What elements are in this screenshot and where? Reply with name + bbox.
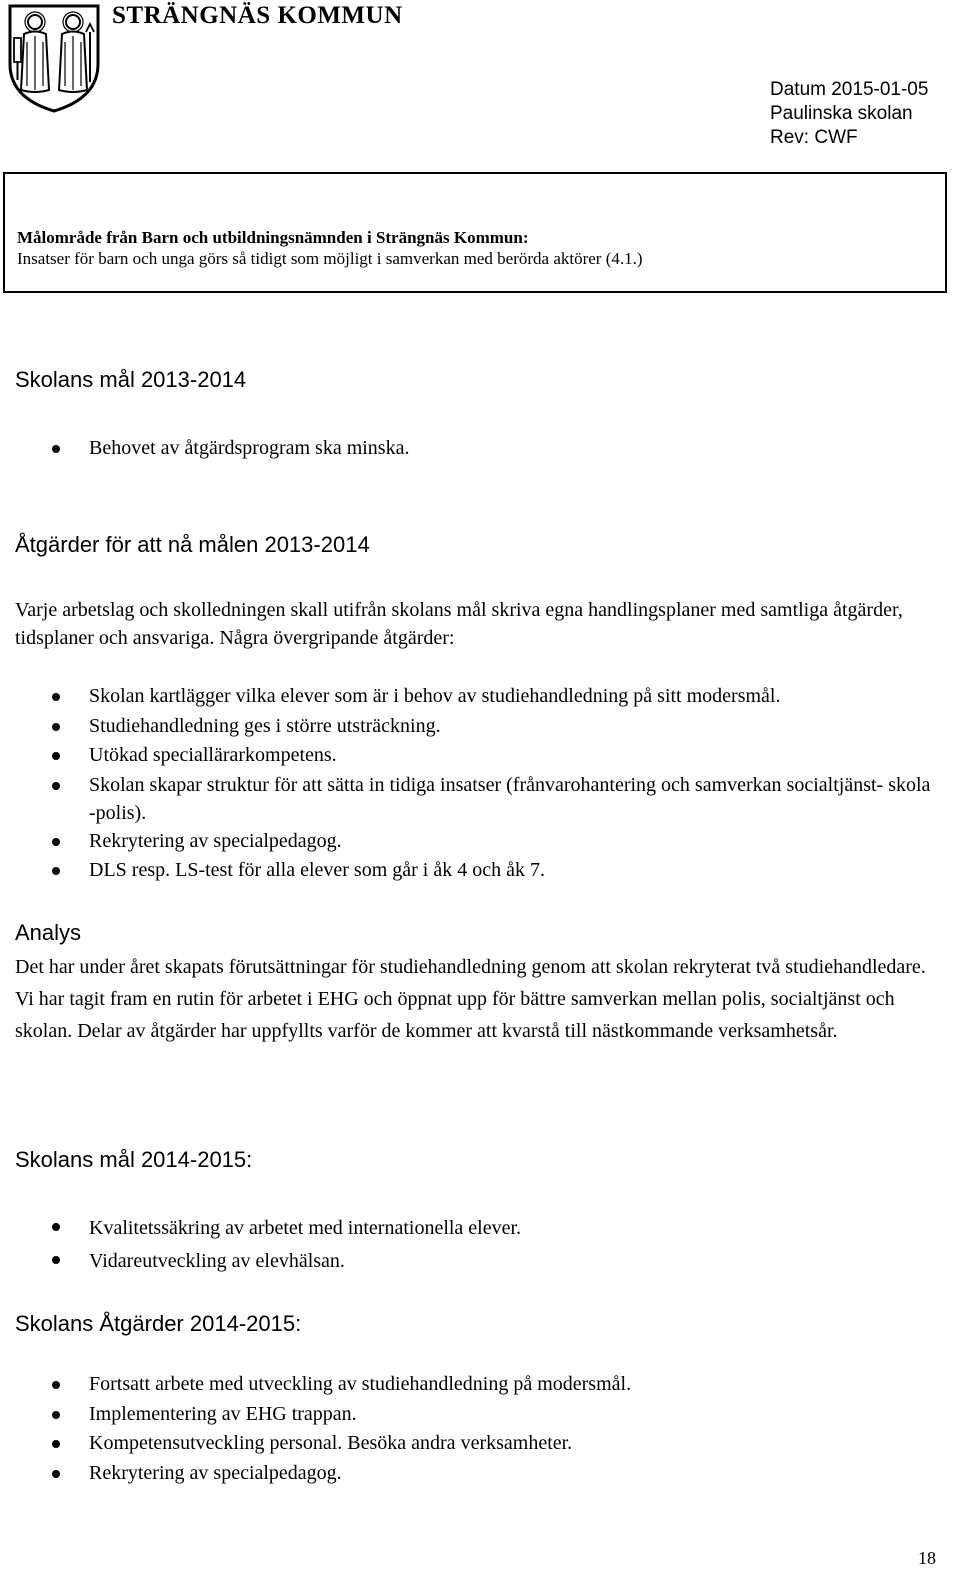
goal-area-text: Insatser för barn och unga görs så tidigt som möjligt i samverkan med berörda aktörer (4.1.): [17, 249, 643, 268]
goals-2014-list: [0, 1212, 940, 1278]
goal-area-title: Målområde från Barn och utbildningsnämnden i Strängnäs Kommun:: [17, 228, 529, 247]
document-date: Datum 2015-01-05: [770, 79, 929, 100]
list-item: Skolan skapar struktur för att sätta in tidiga insatser (frånvarohantering och samverkan socialtjänst- skola -polis).: [0, 771, 940, 827]
list-item: Vidareutveckling av elevhälsan.: [0, 1245, 940, 1278]
list-item: Utökad speciallärarkompetens.: [0, 741, 940, 771]
page-number: 18: [918, 1548, 936, 1568]
document-meta: [770, 78, 928, 150]
section-heading-goals-2013: Skolans mål 2013-2014: [15, 367, 247, 392]
analysis-text: Det har under året skapats förutsättningar för studiehandledning genom att skolan rekryterat två studiehandledare. Vi har tagit fram en rutin för arbetet i EHG och öppnat upp för bättre samverkan mellan polis, socialtjänst och skolan. Delar av åtgärder har uppfyllts varför de kommer att kvarstå till nästkommande verksamhetsår.: [15, 956, 926, 1042]
organization-name: STRÄNGNÄS KOMMUN: [112, 2, 403, 29]
section-heading-actions-2014: Skolans Åtgärder 2014-2015:: [15, 1311, 302, 1336]
goal-area-box: [3, 172, 947, 293]
list-item: Rekrytering av specialpedagog.: [0, 827, 940, 857]
section-heading-actions-2013: Åtgärder för att nå målen 2013-2014: [15, 532, 370, 557]
goals-2013-list: [0, 434, 940, 464]
revision: Rev: CWF: [770, 127, 858, 148]
list-item: Implementering av EHG trappan.: [0, 1400, 940, 1430]
school-name: Paulinska skolan: [770, 103, 913, 124]
list-item: Kvalitetssäkring av arbetet med internationella elever.: [0, 1212, 940, 1245]
section-heading-goals-2014: Skolans mål 2014-2015:: [15, 1147, 253, 1172]
list-item: Studiehandledning ges i större utsträckning.: [0, 712, 940, 742]
municipality-coat-of-arms-icon: [4, 2, 104, 114]
list-item: Fortsatt arbete med utveckling av studiehandledning på modersmål.: [0, 1370, 940, 1400]
list-item: DLS resp. LS-test för alla elever som går i åk 4 och åk 7.: [0, 856, 940, 886]
analysis-heading: Analys: [15, 920, 82, 945]
list-item: Skolan kartlägger vilka elever som är i behov av studiehandledning på sitt modersmål.: [0, 682, 940, 712]
actions-2013-list: [0, 682, 940, 886]
list-item: Rekrytering av specialpedagog.: [0, 1459, 940, 1489]
list-item: Kompetensutveckling personal. Besöka andra verksamheter.: [0, 1429, 940, 1459]
actions-intro: Varje arbetslag och skolledningen skall utifrån skolans mål skriva egna handlingsplaner med samtliga åtgärder, tidsplaner och ansvariga. Några övergripande åtgärder:: [15, 599, 903, 649]
list-item: Behovet av åtgärdsprogram ska minska.: [0, 434, 940, 464]
actions-2014-list: [0, 1370, 940, 1488]
